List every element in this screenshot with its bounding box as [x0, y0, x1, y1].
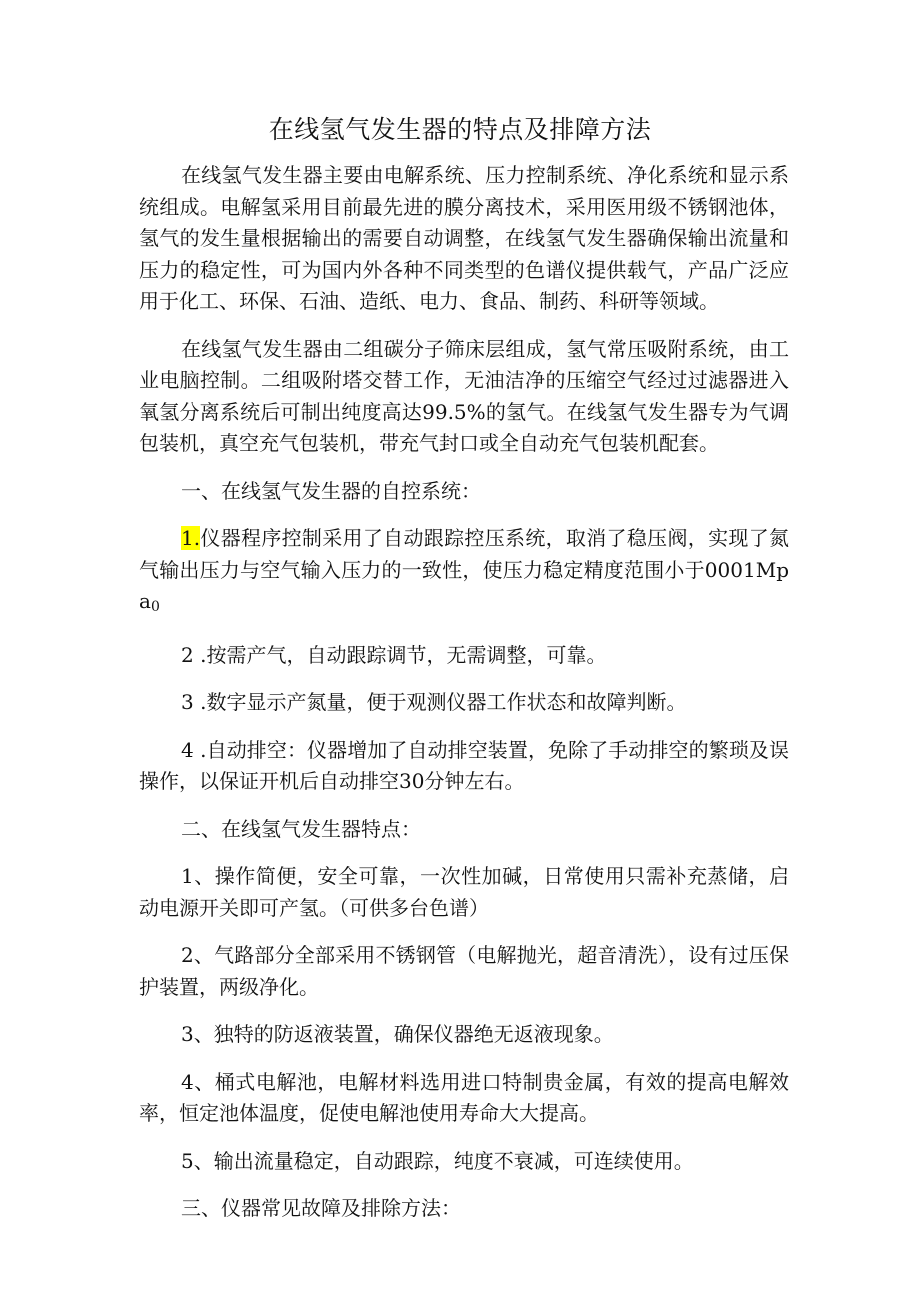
- list-item-4: 4 .自动排空：仪器增加了自动排空装置，免除了手动排空的繁琐及误操作，以保证开机后自动排空30分钟左右。: [139, 737, 789, 793]
- paragraph-intro: 在线氢气发生器主要由电解系统、压力控制系统、净化系统和显示系统组成。电解氢采用目前最先进的膜分离技术，采用医用级不锈钢池体，氢气的发生量根据输出的需要自动调整，在线氢气发生器确保输出流量和压力的稳定性，可为国内外各种不同类型的色谱仪提供载气，产品广泛应用于化工、环保、石油、造纸、电力、食品、制药、科研等领域。: [139, 163, 789, 313]
- document-body: [139, 160, 789, 1225]
- feature-item-5: 5、输出流量稳定，自动跟踪，纯度不衰减，可连续使用。: [181, 1148, 694, 1173]
- feature-item-4: 4、桶式电解池，电解材料选用进口特制贵金属，有效的提高电解效率，恒定池体温度，促使电解池使用寿命大大提高。: [139, 1069, 789, 1125]
- section-heading-control-system: 一、在线氢气发生器的自控系统：: [181, 478, 481, 503]
- list-item-1-text: 仪器程序控制采用了自动跟踪控压系统，取消了稳压阀，实现了氮气输出压力与空气输入压力的一致性，使压力稳定精度范围小于0001Mpa: [139, 526, 789, 613]
- document-title: 在线氢气发生器的特点及排障方法: [268, 115, 652, 144]
- feature-item-2: 2、气路部分全部采用不锈钢管（电解抛光，超音清洗），设有过压保护装置，两级净化。: [139, 943, 789, 999]
- feature-item-3: 3、独特的防返液装置，确保仪器绝无返液现象。: [181, 1022, 614, 1046]
- list-item-1-subscript: 0: [150, 599, 160, 615]
- paragraph-composition: 在线氢气发生器由二组碳分子筛床层组成，氢气常压吸附系统，由工业电脑控制。二组吸附塔交替工作，无油洁净的压缩空气经过过滤器进入氧氢分离系统后可制出纯度高达99.5%的氢气。在线氢气发生器专为气调包装机，真空充气包装机，带充气封口或全自动充气包装机配套。: [139, 336, 789, 455]
- list-item-3: 3 .数字显示产氮量，便于观测仪器工作状态和故障判断。: [181, 690, 687, 714]
- section-heading-troubleshooting: 三、仪器常见故障及排除方法：: [181, 1196, 461, 1220]
- feature-item-1: 1、操作简便，安全可靠，一次性加碱，日常使用只需补充蒸储，启动电源开关即可产氢。（可供多台色谱）: [139, 864, 789, 920]
- list-item-2: 2 .按需产气，自动跟踪调节，无需调整，可靠。: [181, 642, 607, 667]
- highlighted-item-number: 1.: [181, 526, 201, 550]
- list-item-1: [139, 523, 789, 624]
- section-heading-features: 二、在线氢气发生器特点：: [181, 816, 421, 841]
